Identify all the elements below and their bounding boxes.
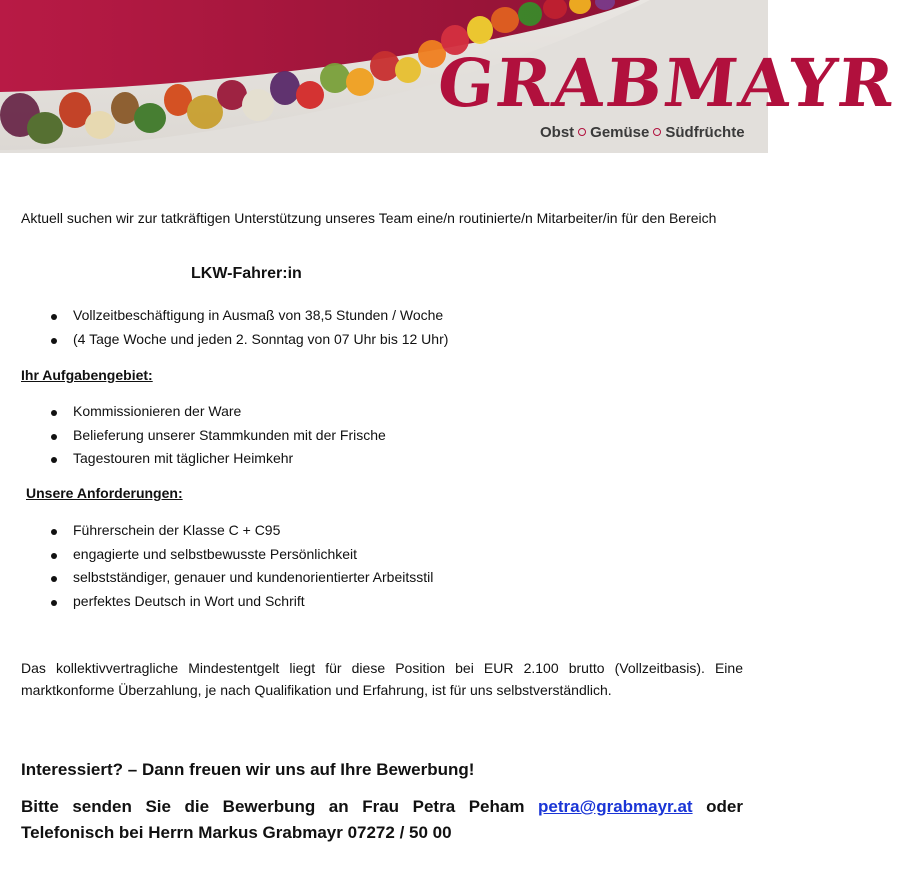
list-item: Führerschein der Klasse C + C95 bbox=[51, 519, 433, 543]
intro-paragraph: Aktuell suchen wir zur tatkräftigen Unterstützung unseres Team eine/n routinierte/n Mitarbeiter/in für den Bereich bbox=[21, 210, 717, 226]
list-item: Vollzeitbeschäftigung in Ausmaß von 38,5 Stunden / Woche bbox=[51, 304, 448, 328]
list-item: engagierte und selbstbewusste Persönlichkeit bbox=[51, 543, 433, 567]
brand-tagline bbox=[540, 124, 745, 141]
tasks-heading: Ihr Aufgabengebiet: bbox=[21, 367, 153, 383]
list-item: Tagestouren mit täglicher Heimkehr bbox=[51, 447, 386, 471]
contact-paragraph bbox=[21, 794, 743, 846]
email-link[interactable]: petra@grabmayr.at bbox=[538, 797, 693, 816]
list-item: perfektes Deutsch in Wort und Schrift bbox=[51, 590, 433, 614]
contact-phone-text: oder Telefonisch bei Herrn Markus Grabmayr 07272 / 50 00 bbox=[21, 797, 743, 842]
header-banner bbox=[0, 0, 899, 153]
list-item: Kommissionieren der Ware bbox=[51, 400, 386, 424]
tagline-suedfruechte: Südfrüchte bbox=[665, 124, 745, 141]
requirements-heading: Unsere Anforderungen: bbox=[26, 485, 183, 501]
salary-paragraph: Das kollektivvertragliche Mindestentgelt liegt für diese Position bei EUR 2.100 brutto (Vollzeitbasis). Eine marktkonforme Überzahlung, je nach Qualifikation und Erfahrung, ist für uns selbstverständlich. bbox=[21, 660, 743, 698]
list-item: selbstständiger, genauer und kundenorientierter Arbeitsstil bbox=[51, 566, 433, 590]
tagline-obst: Obst bbox=[540, 124, 575, 141]
contact-text: Bitte senden Sie die Bewerbung an Frau Petra Peham bbox=[21, 797, 539, 816]
tagline-gemuese: Gemüse bbox=[590, 124, 650, 141]
brand-logo: GRABMAYR bbox=[433, 44, 899, 122]
list-item: (4 Tage Woche und jeden 2. Sonntag von 07 Uhr bis 12 Uhr) bbox=[51, 328, 448, 352]
cta-headline: Interessiert? – Dann freuen wir uns auf Ihre Bewerbung! bbox=[21, 760, 475, 779]
circle-dot-icon bbox=[578, 128, 586, 136]
list-item: Belieferung unserer Stammkunden mit der Frische bbox=[51, 424, 386, 448]
requirements-list bbox=[51, 519, 433, 613]
conditions-list bbox=[51, 304, 448, 351]
circle-dot-icon bbox=[653, 128, 661, 136]
tasks-list bbox=[51, 400, 386, 471]
job-title: LKW-Fahrer:in bbox=[191, 265, 302, 282]
